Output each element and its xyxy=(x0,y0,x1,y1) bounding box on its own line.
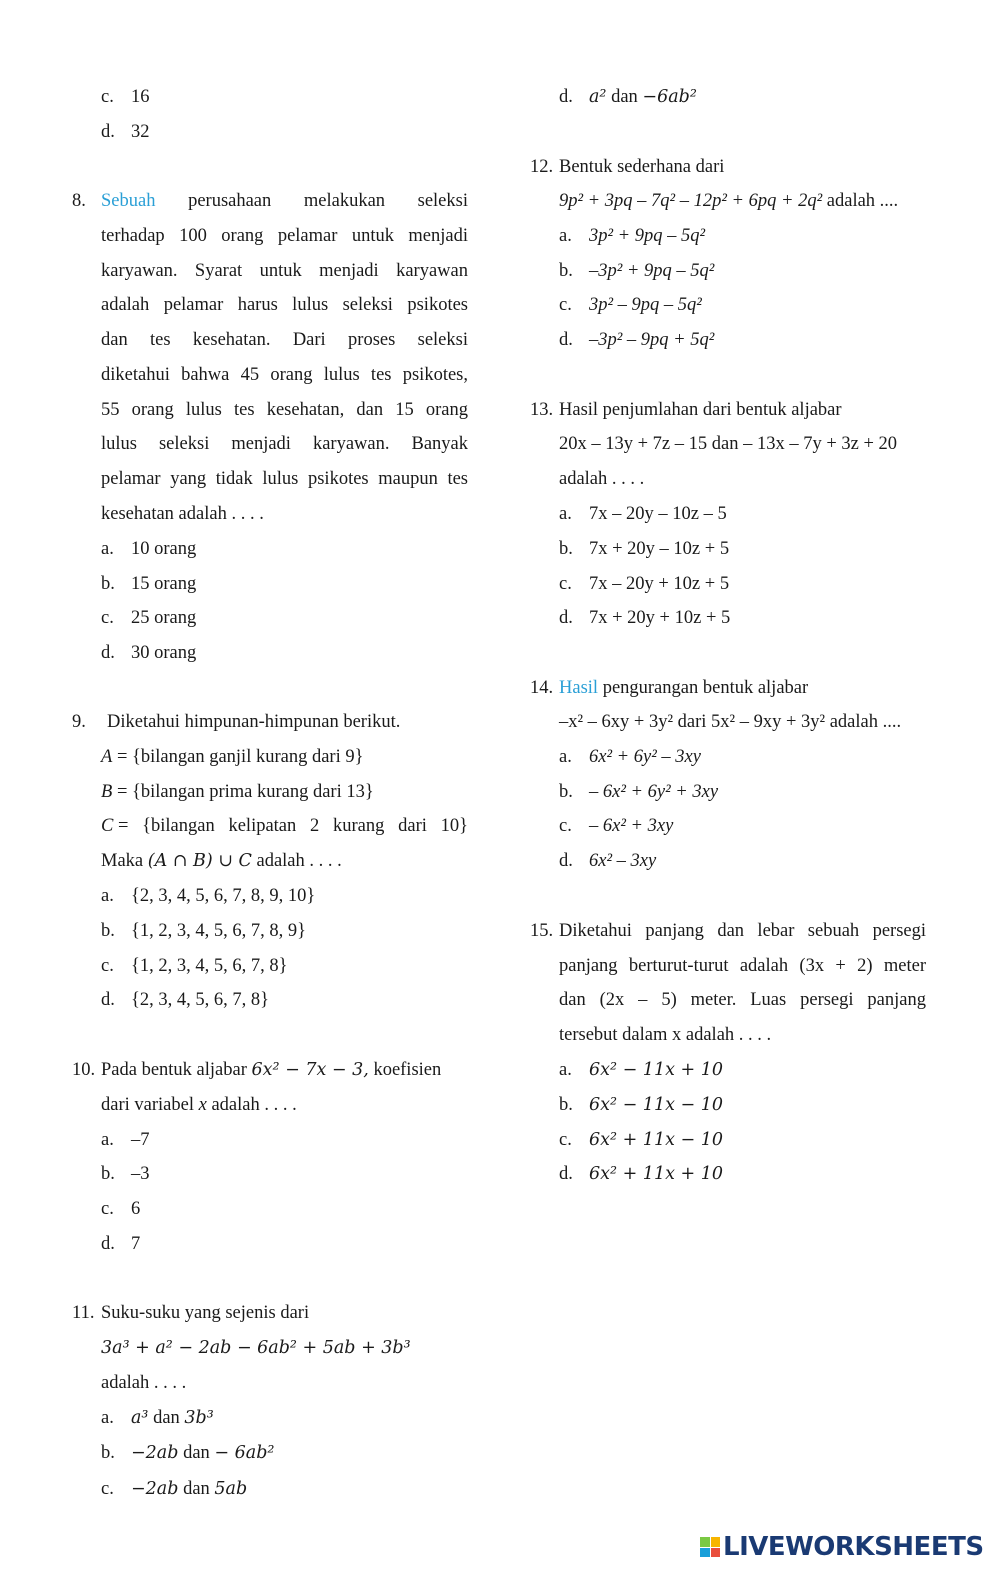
q9-option-b[interactable]: b. {1, 2, 3, 4, 5, 6, 7, 8, 9} xyxy=(101,921,307,941)
logo-square-yellow xyxy=(711,1537,721,1547)
q8-text-line-1: Sebuah perusahaan melakukan seleksi xyxy=(101,191,468,211)
q12-option-a[interactable]: a. 3p² + 9pq – 5q² xyxy=(559,226,706,246)
q8-text-line-10: kesehatan adalah . . . . xyxy=(101,504,264,524)
q10-text-line-2: dari variabel x adalah . . . . xyxy=(101,1095,297,1115)
q8-text-line-8: lulus seleksi menjadi karyawan. Banyak xyxy=(101,434,468,454)
q14-option-c[interactable]: c. – 6x² + 3xy xyxy=(559,816,674,836)
q10-number: 10. xyxy=(72,1060,96,1080)
q15-text-line-1: Diketahui panjang dan lebar sebuah persegi xyxy=(559,921,926,941)
logo-square-green xyxy=(700,1537,710,1547)
q15-option-a[interactable]: a. 6x² − 11x + 10 xyxy=(559,1060,724,1080)
q9-option-a[interactable]: a. {2, 3, 4, 5, 6, 7, 8, 9, 10} xyxy=(101,886,316,906)
q15-text-line-4: tersebut dalam x adalah . . . . xyxy=(559,1025,772,1045)
q11-option-a[interactable]: a. a³ dan 3b³ xyxy=(101,1408,214,1428)
q13-option-a[interactable]: a. 7x – 20y – 10z – 5 xyxy=(559,504,727,524)
q8-number: 8. xyxy=(72,191,86,211)
liveworksheets-logo[interactable] xyxy=(700,1532,984,1562)
q14-text-line-1: Hasil pengurangan bentuk aljabar xyxy=(559,678,809,698)
q10-text-line-1: Pada bentuk aljabar 6x² − 7x − 3, koefisien xyxy=(101,1060,442,1080)
q10-option-d[interactable]: d. 7 xyxy=(101,1234,141,1254)
q12-option-c[interactable]: c. 3p² – 9pq – 5q² xyxy=(559,295,702,315)
logo-square-blue xyxy=(700,1548,710,1558)
q15-text-line-3: dan (2x – 5) meter. Luas persegi panjang xyxy=(559,990,926,1010)
q12-option-d[interactable]: d. –3p² – 9pq + 5q² xyxy=(559,330,715,350)
q13-text-line-3: adalah . . . . xyxy=(559,469,645,489)
q13-option-b[interactable]: b. 7x + 20y – 10z + 5 xyxy=(559,539,730,559)
q13-text-line-1: Hasil penjumlahan dari bentuk aljabar xyxy=(559,400,842,420)
q12-text-line-1: Bentuk sederhana dari xyxy=(559,157,725,177)
q9-question: Maka (A ∩ B) ∪ C adalah . . . . xyxy=(101,851,342,871)
q14-option-b[interactable]: b. – 6x² + 6y² + 3xy xyxy=(559,782,719,802)
q15-option-c[interactable]: c. 6x² + 11x − 10 xyxy=(559,1130,724,1150)
q15-option-b[interactable]: b. 6x² − 11x − 10 xyxy=(559,1095,724,1115)
q13-option-d[interactable]: d. 7x + 20y + 10z + 5 xyxy=(559,608,731,628)
q11-text-line-3: adalah . . . . xyxy=(101,1373,187,1393)
q9-option-c[interactable]: c. {1, 2, 3, 4, 5, 6, 7, 8} xyxy=(101,956,288,976)
q15-option-d[interactable]: d. 6x² + 11x + 10 xyxy=(559,1164,724,1184)
q8-text-line-5: dan tes kesehatan. Dari proses seleksi xyxy=(101,330,468,350)
q8-option-a[interactable]: a. 10 orang xyxy=(101,539,197,559)
q11-text-line-1: Suku-suku yang sejenis dari xyxy=(101,1303,310,1323)
q9-set-a: A = {bilangan ganjil kurang dari 9} xyxy=(101,747,364,767)
q12-number: 12. xyxy=(530,157,554,177)
q13-option-c[interactable]: c. 7x – 20y + 10z + 5 xyxy=(559,574,730,594)
q8-text-line-4: adalah pelamar harus lulus seleksi psikotes xyxy=(101,295,468,315)
q9-set-b: B = {bilangan prima kurang dari 13} xyxy=(101,782,374,802)
q11-option-c[interactable]: c. −2ab dan 5ab xyxy=(101,1479,248,1499)
q12-expression: 9p² + 3pq – 7q² – 12p² + 6pq + 2q² adalah .... xyxy=(559,191,899,211)
q8-text-line-2: terhadap 100 orang pelamar untuk menjadi xyxy=(101,226,468,246)
q15-text-line-2: panjang berturut-turut adalah (3x + 2) meter xyxy=(559,956,926,976)
q8-text-line-6: diketahui bahwa 45 orang lulus tes psikotes, xyxy=(101,365,468,385)
q8-option-d[interactable]: d. 30 orang xyxy=(101,643,197,663)
q10-option-b[interactable]: b. –3 xyxy=(101,1164,150,1184)
q11-option-d[interactable]: d. a² dan −6ab² xyxy=(559,87,697,107)
q14-text-line-2: –x² – 6xy + 3y² dari 5x² – 9xy + 3y² adalah .... xyxy=(559,712,902,732)
q13-text-line-2: 20x – 13y + 7z – 15 dan – 13x – 7y + 3z + 20 xyxy=(559,434,898,454)
liveworksheets-icon xyxy=(700,1537,720,1557)
q9-option-d[interactable]: d. {2, 3, 4, 5, 6, 7, 8} xyxy=(101,990,270,1010)
q8-option-c[interactable]: c. 25 orang xyxy=(101,608,197,628)
q10-option-a[interactable]: a. –7 xyxy=(101,1130,150,1150)
q9-set-c: C = {bilangan kelipatan 2 kurang dari 10} xyxy=(101,816,468,836)
q15-number: 15. xyxy=(530,921,554,941)
q9-intro: Diketahui himpunan-himpunan berikut. xyxy=(107,712,401,732)
q14-number: 14. xyxy=(530,678,554,698)
q7-option-d[interactable]: d. 32 xyxy=(101,122,150,142)
q10-option-c[interactable]: c. 6 xyxy=(101,1199,141,1219)
q8-option-b[interactable]: b. 15 orang xyxy=(101,574,197,594)
q7-option-c[interactable]: c. 16 xyxy=(101,87,150,107)
q13-number: 13. xyxy=(530,400,554,420)
q11-number: 11. xyxy=(72,1303,95,1323)
q12-option-b[interactable]: b. –3p² + 9pq – 5q² xyxy=(559,261,715,281)
liveworksheets-brand-text: LIVEWORKSHEETS xyxy=(723,1532,984,1562)
logo-square-red xyxy=(711,1548,721,1558)
q14-option-a[interactable]: a. 6x² + 6y² – 3xy xyxy=(559,747,701,767)
q8-text-line-7: 55 orang lulus tes kesehatan, dan 15 orang xyxy=(101,400,468,420)
q9-number: 9. xyxy=(72,712,86,732)
q11-option-b[interactable]: b. −2ab dan − 6ab² xyxy=(101,1443,275,1463)
q8-text-line-3: karyawan. Syarat untuk menjadi karyawan xyxy=(101,261,468,281)
q8-text-line-9: pelamar yang tidak lulus psikotes maupun tes xyxy=(101,469,468,489)
q14-option-d[interactable]: d. 6x² – 3xy xyxy=(559,851,657,871)
q11-expression: 3a³ + a² − 2ab − 6ab² + 5ab + 3b³ xyxy=(101,1338,411,1358)
